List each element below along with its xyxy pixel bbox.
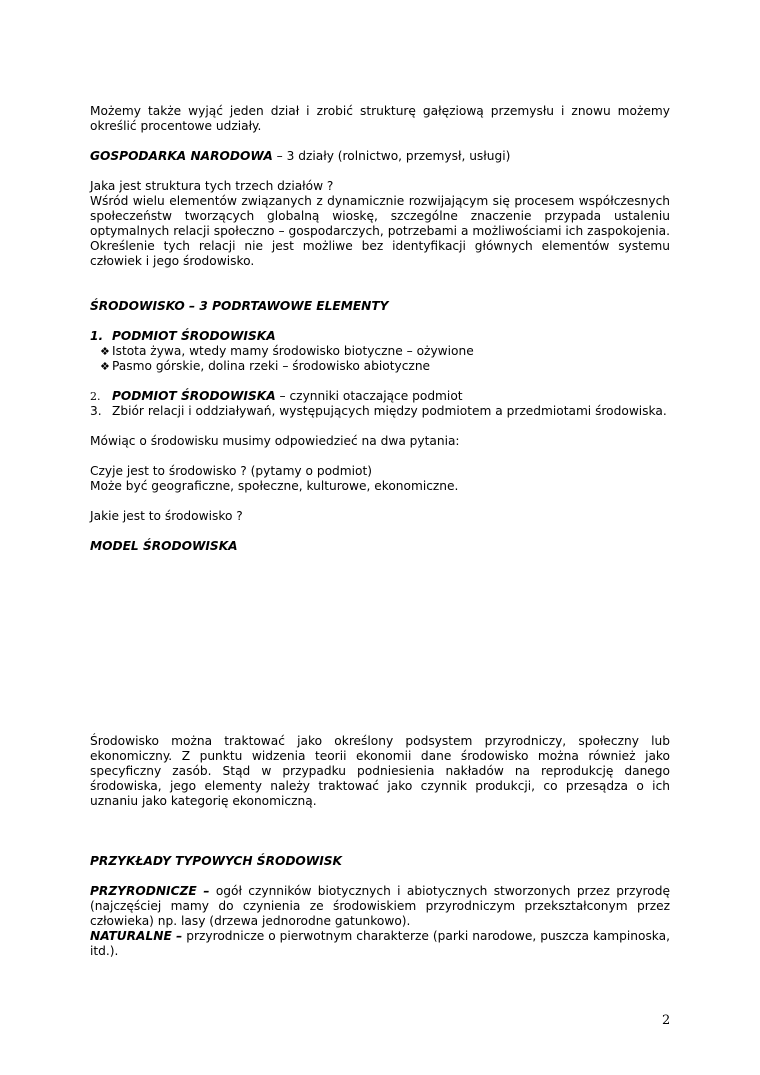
przyrodnicze-text: ogół czynników biotycznych i abiotycznych stworzonych przez przyrodę (najczęściej mamy do czynienia ze środowiskiem przyrodniczym przekształconym przez człowieka) np. lasy (drzewa jednorodne gatunkowo). [90, 884, 670, 928]
diamond-bullet-icon: ❖ [100, 345, 110, 358]
bullet-item [90, 359, 670, 374]
list-item-2 [90, 389, 670, 404]
answer-types: Może być geograficzne, społeczne, kulturowe, ekonomiczne. [90, 479, 459, 493]
list-item-1 [90, 329, 670, 344]
bullet-text: Istota żywa, wtedy mamy środowisko biotyczne – ożywione [112, 344, 474, 358]
heading-examples: PRZYKŁADY TYPOWYCH ŚRODOWISK [90, 854, 342, 868]
paragraph-intro: Możemy także wyjąć jeden dział i zrobić strukturę gałęziową przemysłu i znowu możemy określić procentowe udziały. [90, 104, 670, 133]
list-number-1: 1. [90, 329, 104, 343]
paragraph-przyrodnicze [90, 884, 670, 929]
bullet-text: Pasmo górskie, dolina rzeki – środowisko abiotyczne [112, 359, 431, 373]
list-item-3 [90, 404, 670, 419]
naturalne-text: przyrodnicze o pierwotnym charakterze (parki narodowe, puszcza kampinoska, itd.). [90, 929, 670, 958]
gospodarka-heading: GOSPODARKA NARODOWA [90, 149, 273, 163]
heading-model: MODEL ŚRODOWISKA [90, 539, 238, 553]
heading-srodowisko: ŚRODOWISKO – 3 PODRTAWOWE ELEMENTY [90, 299, 389, 313]
page-number: 2 [662, 1013, 671, 1028]
list-number-2: 2. [90, 390, 101, 403]
diamond-bullet-icon: ❖ [100, 360, 110, 373]
list-number-3: 3. [90, 404, 102, 418]
list-item-1-title: PODMIOT ŚRODOWISKA [112, 329, 276, 343]
gospodarka-text: – 3 działy (rolnictwo, przemysł, usługi) [272, 149, 511, 163]
document-page [90, 104, 670, 959]
list-item-3-text: Zbiór relacji i oddziaływań, występujących między podmiotem a przedmiotami środowiska. [112, 404, 667, 418]
paragraph-elements: Wśród wielu elementów związanych z dynamicznie rozwijającym się procesem współczesnych społeczeństw tworzących globalną wioskę, szczególne znaczenie przypada ustaleniu optymalnych relacji społeczno – gospodarczych, potrzebami a możliwościami ich zaspokojenia. Określenie tych relacji nie jest możliwe bez identyfikacji głównych elementów systemu człowiek i jego środowisko. [90, 194, 670, 268]
bullet-item [90, 344, 670, 359]
paragraph-two-questions: Mówiąc o środowisku musimy odpowiedzieć na dwa pytania: [90, 434, 460, 448]
question-structure: Jaka jest struktura tych trzech działów ? [90, 179, 334, 193]
list-item-2-text: – czynniki otaczające podmiot [275, 389, 463, 403]
question-what: Jakie jest to środowisko ? [90, 509, 243, 523]
paragraph-subsystem: Środowisko można traktować jako określony podsystem przyrodniczy, społeczny lub ekonomiczny. Z punktu widzenia teorii ekonomii dane środowisko można również jako specyficzny zasób. Stąd w przypadku podniesienia nakładów na reprodukcję danego środowiska, jego elementy należy traktować jako czynnik produkcji, co przesądza o ich uznaniu jako kategorię ekonomiczną. [90, 734, 670, 808]
przyrodnicze-heading: PRZYRODNICZE – [90, 884, 210, 898]
gospodarka-line [90, 149, 670, 164]
model-placeholder [90, 554, 670, 734]
question-whose: Czyje jest to środowisko ? (pytamy o podmiot) [90, 464, 373, 478]
list-item-2-title: PODMIOT ŚRODOWISKA [112, 389, 276, 403]
paragraph-naturalne [90, 929, 670, 959]
naturalne-heading: NATURALNE – [90, 929, 183, 943]
